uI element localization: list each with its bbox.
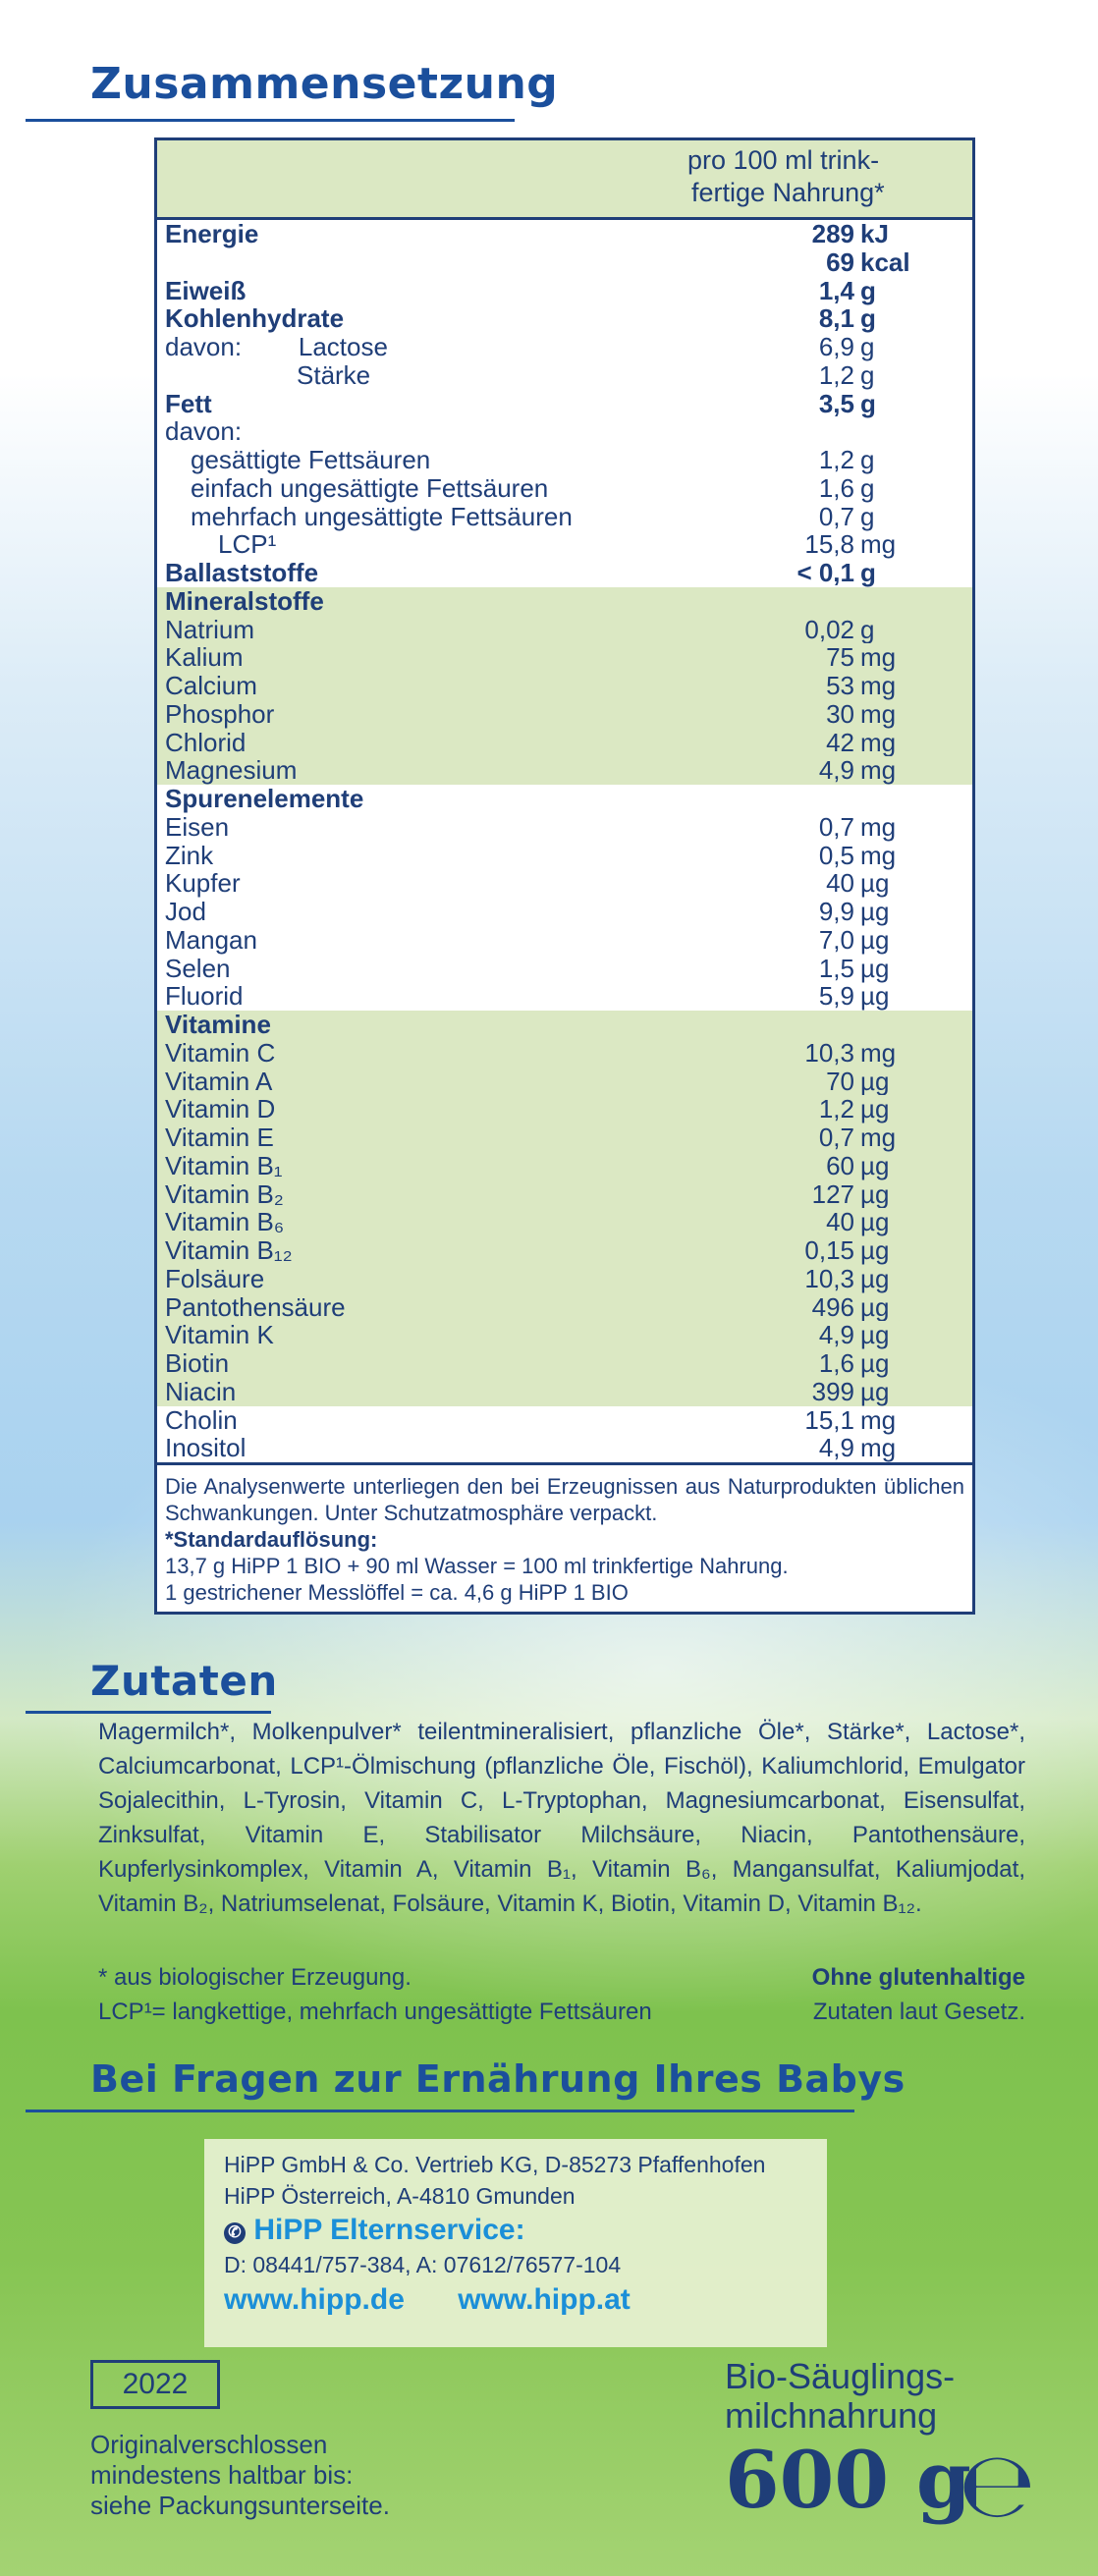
nutrient-label: Eisen bbox=[165, 811, 230, 842]
nutrition-row bbox=[157, 785, 972, 813]
nutrient-value: 69 bbox=[826, 247, 854, 277]
nutrient-value: 40 bbox=[826, 868, 854, 899]
nutrient-unit: g bbox=[860, 445, 875, 474]
nutrient-unit: kJ bbox=[860, 219, 889, 248]
nutrient-label: Niacin bbox=[165, 1376, 237, 1406]
best-before-line-2: mindestens haltbar bis: bbox=[90, 2460, 354, 2490]
nutrient-label: Spurenelemente bbox=[165, 784, 364, 813]
nutrient-unit: mg bbox=[860, 1433, 897, 1463]
nutrition-row bbox=[157, 1039, 972, 1068]
nutrient-unit: µg bbox=[860, 1320, 890, 1350]
nutrition-row bbox=[157, 898, 972, 926]
nutrient-unit: µg bbox=[860, 1376, 890, 1406]
nutrient-unit: mg bbox=[860, 698, 897, 729]
nutrient-value: 4,9 bbox=[818, 755, 854, 786]
composition-title-underline bbox=[26, 119, 515, 122]
nutrient-value: 15,1 bbox=[804, 1404, 854, 1435]
nutrient-value: 42 bbox=[826, 727, 854, 757]
nutrient-label: Vitamin D bbox=[165, 1094, 276, 1124]
ingredients-title-underline bbox=[26, 1711, 271, 1714]
nutrient-label: Eiweiß bbox=[165, 275, 247, 305]
nutrition-row bbox=[157, 842, 972, 870]
nutrient-value: 70 bbox=[826, 1066, 854, 1096]
nutrient-value: 127 bbox=[811, 1178, 854, 1209]
nutrient-label: Fluorid bbox=[165, 981, 244, 1012]
nutrition-row bbox=[157, 277, 972, 305]
nutrition-row bbox=[157, 926, 972, 955]
nutrition-row bbox=[157, 587, 972, 616]
nutrient-unit: µg bbox=[860, 897, 890, 926]
nutrition-row bbox=[157, 869, 972, 898]
nutrition-row bbox=[157, 1406, 972, 1435]
nutrient-label: Calcium bbox=[165, 671, 257, 700]
nutrient-value: 0,7 bbox=[818, 501, 854, 531]
nutrition-table bbox=[154, 137, 975, 1615]
nutrient-value: 1,5 bbox=[818, 953, 854, 983]
nutrient-unit: mg bbox=[860, 529, 897, 560]
nutrient-value: 60 bbox=[826, 1150, 854, 1180]
contact-line-1: HiPP GmbH & Co. Vertrieb KG, D-85273 Pfaffenhofen bbox=[224, 2152, 766, 2177]
gluten-note-1: Ohne glutenhaltige bbox=[811, 1964, 1025, 1991]
nutrient-value: 30 bbox=[826, 698, 854, 729]
nutrient-value: 15,8 bbox=[804, 529, 854, 560]
nutrition-row bbox=[157, 955, 972, 983]
nutrient-value: 1,4 bbox=[818, 275, 854, 305]
nutrient-unit: mg bbox=[860, 1037, 897, 1068]
analysis-note: Die Analysenwerte unterliegen den bei Erzeugnissen aus Naturprodukten üblichen Schwankungen. Unter Schutzatmosphäre verpackt. bbox=[165, 1474, 964, 1525]
nutrition-row bbox=[157, 700, 972, 729]
nutrient-value: 1,2 bbox=[818, 359, 854, 390]
nutrient-label: Energie bbox=[165, 219, 259, 248]
phone-icon: ✆ bbox=[224, 2222, 246, 2244]
nutrition-row bbox=[157, 813, 972, 842]
nutrient-unit: g bbox=[860, 303, 876, 334]
nutrition-rows bbox=[157, 220, 972, 1462]
nutrient-label: mehrfach ungesättigte Fettsäuren bbox=[191, 501, 573, 531]
nutrient-label: Mineralstoffe bbox=[165, 585, 324, 616]
nutrient-unit: g bbox=[860, 614, 875, 644]
nutrient-unit: mg bbox=[860, 811, 897, 842]
nutrient-unit: mg bbox=[860, 1123, 897, 1152]
nutrition-row bbox=[157, 643, 972, 672]
nutrient-unit: µg bbox=[860, 953, 890, 983]
nutrient-label: Fett bbox=[165, 388, 212, 418]
nutrient-label: Biotin bbox=[165, 1348, 230, 1378]
nutrient-unit: µg bbox=[860, 1094, 890, 1124]
nutrition-row bbox=[157, 559, 972, 587]
nutrient-label: Ballaststoffe bbox=[165, 558, 319, 587]
nutrition-row bbox=[157, 1236, 972, 1265]
nutrient-label: Phosphor bbox=[165, 698, 275, 729]
nutrient-label: Vitamin B₁₂ bbox=[165, 1235, 293, 1265]
nutrient-label: Vitamin K bbox=[165, 1320, 274, 1350]
nutrient-label: Chlorid bbox=[165, 727, 247, 757]
nutrient-value: 4,9 bbox=[818, 1320, 854, 1350]
footnote-bio: * aus biologischer Erzeugung. bbox=[98, 1964, 412, 1991]
nutrition-row bbox=[157, 1095, 972, 1124]
nutrient-unit: µg bbox=[860, 924, 890, 955]
product-type-line-1: Bio-Säuglings- bbox=[725, 2356, 956, 2396]
estimated-sign-icon: ℮ bbox=[959, 2433, 1036, 2538]
nutrient-label: Vitamine bbox=[165, 1010, 271, 1039]
nutrient-label: Kalium bbox=[165, 642, 244, 673]
nutrient-value: 5,9 bbox=[818, 981, 854, 1012]
nutrition-row bbox=[157, 756, 972, 785]
nutrition-row bbox=[157, 729, 972, 757]
nutrient-value: < 0,1 bbox=[796, 558, 854, 587]
contact-line-2: HiPP Österreich, A-4810 Gmunden bbox=[224, 2183, 576, 2209]
nutrient-label: davon: Lactose bbox=[165, 332, 388, 361]
contact-phone: D: 08441/757-384, A: 07612/76577-104 bbox=[224, 2252, 622, 2277]
nutrient-unit: g bbox=[860, 388, 876, 418]
nutrition-row bbox=[157, 304, 972, 333]
nutrient-unit: µg bbox=[860, 1291, 890, 1322]
nutrition-row bbox=[157, 1293, 972, 1322]
service-label: HiPP Elternservice: bbox=[253, 2214, 525, 2246]
contact-title-underline bbox=[26, 2110, 854, 2112]
nutrient-label: Magnesium bbox=[165, 755, 298, 786]
nutrition-row bbox=[157, 1349, 972, 1378]
nutrient-unit: µg bbox=[860, 1178, 890, 1209]
nutrient-value: 10,3 bbox=[804, 1037, 854, 1068]
table-header bbox=[157, 140, 972, 220]
nutrition-row bbox=[157, 1180, 972, 1209]
nutrient-value: 53 bbox=[826, 671, 854, 700]
nutrient-value: 0,15 bbox=[804, 1235, 854, 1265]
nutrient-value: 8,1 bbox=[818, 303, 854, 334]
nutrient-unit: µg bbox=[860, 1348, 890, 1378]
nutrient-value: 0,5 bbox=[818, 840, 854, 870]
nutrient-value: 1,6 bbox=[818, 1348, 854, 1378]
nutrition-row bbox=[157, 248, 972, 277]
nutrition-row bbox=[157, 1208, 972, 1236]
nutrient-unit: mg bbox=[860, 671, 897, 700]
nutrient-label: Pantothensäure bbox=[165, 1291, 346, 1322]
nutrient-label: Inositol bbox=[165, 1433, 247, 1463]
nutrient-unit: g bbox=[860, 558, 876, 587]
nutrient-unit: mg bbox=[860, 1404, 897, 1435]
product-type bbox=[725, 2357, 955, 2436]
nutrition-row bbox=[157, 333, 972, 361]
nutrient-label: Selen bbox=[165, 953, 231, 983]
nutrient-unit: mg bbox=[860, 755, 897, 786]
nutrient-label: Vitamin A bbox=[165, 1066, 273, 1096]
net-weight: 600 g bbox=[725, 2434, 971, 2526]
nutrient-unit: mg bbox=[860, 840, 897, 870]
nutrient-label: Vitamin B₁ bbox=[165, 1150, 283, 1180]
nutrient-value: 399 bbox=[811, 1376, 854, 1406]
nutrition-row bbox=[157, 220, 972, 248]
nutrient-label: Vitamin B₂ bbox=[165, 1178, 284, 1209]
nutrient-label: Folsäure bbox=[165, 1263, 265, 1293]
product-type-line-2: milchnahrung bbox=[725, 2395, 938, 2436]
nutrient-value: 0,7 bbox=[818, 811, 854, 842]
contact-links bbox=[224, 2280, 807, 2320]
nutrient-label: einfach ungesättigte Fettsäuren bbox=[191, 472, 549, 503]
nutrient-unit: µg bbox=[860, 1235, 890, 1265]
composition-title: Zusammensetzung bbox=[90, 59, 559, 109]
nutrient-label: Kupfer bbox=[165, 868, 241, 899]
best-before-note bbox=[90, 2430, 390, 2521]
nutrition-row bbox=[157, 503, 972, 531]
nutrition-row bbox=[157, 982, 972, 1011]
nutrient-value: 6,9 bbox=[818, 332, 854, 361]
nutrition-row bbox=[157, 1265, 972, 1293]
nutrition-row bbox=[157, 1124, 972, 1152]
contact-title: Bei Fragen zur Ernährung Ihres Babys bbox=[90, 2057, 906, 2101]
standard-title: *Standardauflösung: bbox=[165, 1527, 378, 1552]
standard-line-1: 13,7 g HiPP 1 BIO + 90 ml Wasser = 100 ml trinkfertige Nahrung. bbox=[165, 1554, 789, 1578]
year-box: 2022 bbox=[90, 2360, 220, 2409]
nutrient-value: 10,3 bbox=[804, 1263, 854, 1293]
nutrition-row bbox=[157, 390, 972, 418]
link-hipp-at[interactable]: www.hipp.at bbox=[458, 2283, 631, 2316]
nutrient-unit: µg bbox=[860, 868, 890, 899]
nutrient-unit: g bbox=[860, 275, 876, 305]
nutrition-row bbox=[157, 1434, 972, 1462]
nutrient-label: LCP¹ bbox=[218, 529, 277, 560]
nutrition-row bbox=[157, 361, 972, 390]
nutrient-unit: µg bbox=[860, 1263, 890, 1293]
nutrient-value: 1,6 bbox=[818, 472, 854, 503]
nutrient-value: 1,2 bbox=[818, 445, 854, 474]
nutrient-label: Cholin bbox=[165, 1404, 238, 1435]
header-line-2: fertige Nahrung* bbox=[691, 178, 885, 207]
parents-service bbox=[224, 2212, 807, 2249]
link-hipp-de[interactable]: www.hipp.de bbox=[224, 2283, 405, 2316]
best-before-line-1: Originalverschlossen bbox=[90, 2430, 328, 2459]
nutrient-unit: µg bbox=[860, 1066, 890, 1096]
nutrient-unit: g bbox=[860, 501, 875, 531]
nutrient-label: Jod bbox=[165, 897, 206, 926]
nutrient-value: 0,02 bbox=[804, 614, 854, 644]
nutrient-label: Kohlenhydrate bbox=[165, 303, 345, 334]
nutrient-unit: µg bbox=[860, 981, 890, 1012]
nutrition-row bbox=[157, 1068, 972, 1096]
nutrient-value: 7,0 bbox=[818, 924, 854, 955]
header-line-1: pro 100 ml trink- bbox=[687, 145, 880, 175]
nutrient-value: 289 bbox=[811, 219, 854, 248]
ingredients-title: Zutaten bbox=[90, 1657, 278, 1705]
nutrition-row bbox=[157, 1321, 972, 1349]
nutrient-label: Vitamin E bbox=[165, 1123, 274, 1152]
best-before-line-3: siehe Packungsunterseite. bbox=[90, 2491, 390, 2520]
table-header-label bbox=[687, 144, 885, 209]
nutrient-unit: g bbox=[860, 332, 875, 361]
nutrient-value: 4,9 bbox=[818, 1433, 854, 1463]
nutrient-unit: mg bbox=[860, 642, 897, 673]
nutrient-value: 496 bbox=[811, 1291, 854, 1322]
nutrition-row bbox=[157, 1011, 972, 1039]
nutrition-row bbox=[157, 672, 972, 700]
nutrient-label: Zink bbox=[165, 840, 214, 870]
nutrient-unit: mg bbox=[860, 727, 897, 757]
nutrient-value: 3,5 bbox=[818, 388, 854, 418]
nutrition-row bbox=[157, 446, 972, 474]
nutrient-label: gesättigte Fettsäuren bbox=[191, 445, 431, 474]
nutrient-value: 0,7 bbox=[818, 1123, 854, 1152]
nutrition-row bbox=[157, 1152, 972, 1180]
standard-line-2: 1 gestrichener Messlöffel = ca. 4,6 g HiPP 1 BIO bbox=[165, 1580, 629, 1605]
footnotes bbox=[98, 1960, 1025, 2029]
nutrient-value: 9,9 bbox=[818, 897, 854, 926]
nutrient-unit: g bbox=[860, 359, 875, 390]
nutrition-row bbox=[157, 616, 972, 644]
nutrient-label: Mangan bbox=[165, 924, 257, 955]
nutrient-label: davon: bbox=[165, 416, 243, 447]
nutrition-row bbox=[157, 1378, 972, 1406]
nutrient-label: Vitamin C bbox=[165, 1037, 276, 1068]
nutrient-unit: µg bbox=[860, 1150, 890, 1180]
nutrient-unit: g bbox=[860, 472, 875, 503]
nutrient-label: Stärke bbox=[297, 359, 371, 390]
nutrition-row bbox=[157, 474, 972, 503]
nutrition-row bbox=[157, 417, 972, 446]
nutrient-value: 75 bbox=[826, 642, 854, 673]
nutrient-value: 40 bbox=[826, 1207, 854, 1237]
nutrient-label: Natrium bbox=[165, 614, 255, 644]
nutrient-label: Vitamin B₆ bbox=[165, 1207, 285, 1237]
nutrient-value: 1,2 bbox=[818, 1094, 854, 1124]
nutrient-unit: kcal bbox=[860, 247, 910, 277]
gluten-note-2: Zutaten laut Gesetz. bbox=[812, 1999, 1025, 2025]
table-notes bbox=[157, 1462, 972, 1612]
contact-box bbox=[204, 2139, 827, 2347]
ingredients-text: Magermilch*, Molkenpulver* teilentmineralisiert, pflanzliche Öle*, Stärke*, Lactose*, Calciumcarbonat, LCP¹-Ölmischung (pflanzliche Öle, Fischöl), Kaliumchlorid, Emulgator Sojalecithin, L-Tyrosin, Vitamin C, L-Tryptophan, Magnesiumcarbonat, Eisensulfat, Zinksulfat, Vitamin E, Stabilisator Milchsäure, Niacin, Pantothensäure, Kupferlysinkomplex, Vitamin A, Vitamin B₁, Vitamin B₆, Mangansulfat, Kaliumjodat, Vitamin B₂, Natriumselenat, Folsäure, Vitamin K, Biotin, Vitamin D, Vitamin B₁₂. bbox=[98, 1719, 1025, 1917]
nutrition-row bbox=[157, 530, 972, 559]
nutrient-unit: µg bbox=[860, 1207, 890, 1237]
footnote-lcp: LCP¹= langkettige, mehrfach ungesättigte Fettsäuren bbox=[98, 1999, 652, 2025]
